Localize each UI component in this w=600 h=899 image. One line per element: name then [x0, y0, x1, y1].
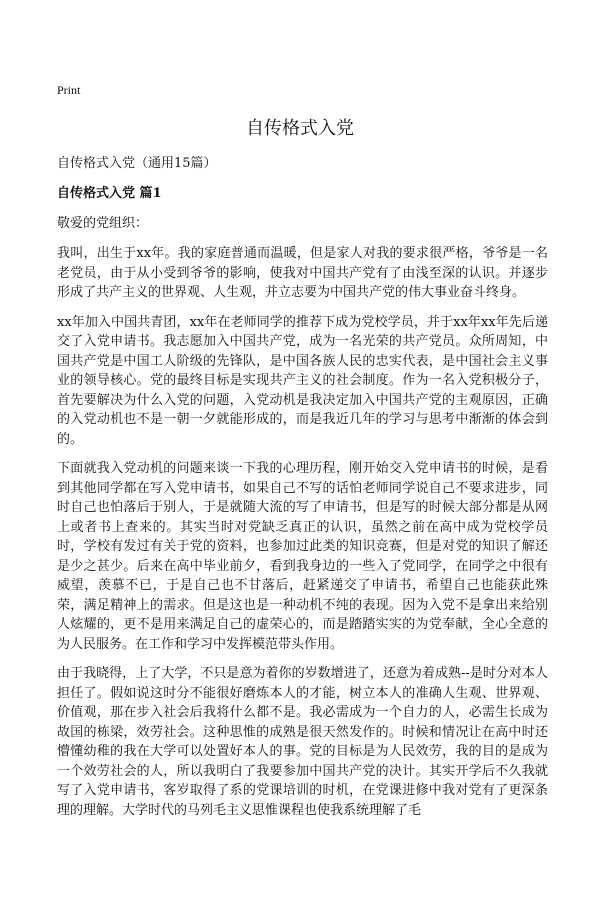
- paragraph-2: xx年加入中国共青团，xx年在老师同学的推荐下成为党校学员，并于xx年xx年先后递交了入党申请书。我志愿加入中国共产党，成为一名光荣的共产党员。众所周知，中国共产党是中国工人阶级的先锋队，是中国各族人民的忠实代表，是中国社会主义事业的领导核心。党的最终目标是实现共产主义的社会制度。作为一名入党积极分子，首先要解决为什么入党的问题，入党动机是我决定加入中国共产党的主观原因，正确的入党动机也不是一朝一夕就能形成的，而是我近几年的学习与思考中渐渐的体会到的。: [57, 314, 548, 447]
- paragraph-4: 由于我晓得，上了大学，不只是意为着你的岁数增进了，还意为着成熟--是时分对本人担任了。假如说这时分不能很好磨炼本人的才能，树立本人的准确人生观、世界观、价值观，那在步入社会后我将什么都不是。我必需成为一个自力的人，必需生长成为故国的栋梁，效劳社会。这种思惟的成熟是很天然发作的。时候和情况让在高中时还懵懂幼稚的我在大学可以处置好本人的事。党的目标是为人民效劳，我的目的是成为一个效劳社会的人，所以我明白了我要参加中国共产党的决计。其实开学后不久我就写了入党申请书，客岁取得了系的党课培训的时机，在党课进修中我对党有了更深条理的理解。大学时代的马列毛主义思惟课程也使我系统理解了毛: [57, 666, 548, 818]
- paragraph-3: 下面就我入党动机的问题来谈一下我的心理历程，刚开始交入党申请书的时候，是看到其他同学都在写入党申请书，如果自己不写的话怕老师同学说自己不要求进步，同时自己也怕落后于别人，于是就随大流的写了申请书，但是写的时候大部分都是从网上或者书上查来的。其实当时对党缺乏真正的认识，虽然之前在高中成为党校学员时，学校有发过有关于党的资料，也参加过此类的知识竞赛，但是对党的知识了解还是少之甚少。后来在高中毕业前夕，看到我身边的一些入了党同学，在同学之中很有威望，羡慕不已，于是自己也不甘落后，赶紧递交了申请书，希望自己也能获此殊荣，满足精神上的需求。但是这也是一种动机不纯的表现。因为入党不是拿出来给别人炫耀的，更不是用来满足自己的虚荣心的，而是踏踏实实的为党奉献，全心全意的为人民服务。在工作和学习中发挥模范带头作用。: [57, 461, 548, 652]
- section-heading: 自传格式入党 篇1: [57, 186, 162, 201]
- document-title: 自传格式入党: [246, 118, 354, 139]
- document-subtitle: 自传格式入党（通用15篇）: [57, 156, 217, 171]
- greeting: 敬爱的党组织：: [57, 216, 149, 231]
- print-label[interactable]: Print: [57, 83, 81, 97]
- paragraph-1: 我叫，出生于xx年。我的家庭普通而温暖，但是家人对我的要求很严格，爷爷是一名老党员，由于从小受到爷爷的影响，使我对中国共产党有了由浅至深的认识。并逐步形成了共产主义的世界观、人生观，并立志要为中国共产党的伟大事业奋斗终身。: [57, 246, 548, 300]
- document-body: [57, 154, 548, 830]
